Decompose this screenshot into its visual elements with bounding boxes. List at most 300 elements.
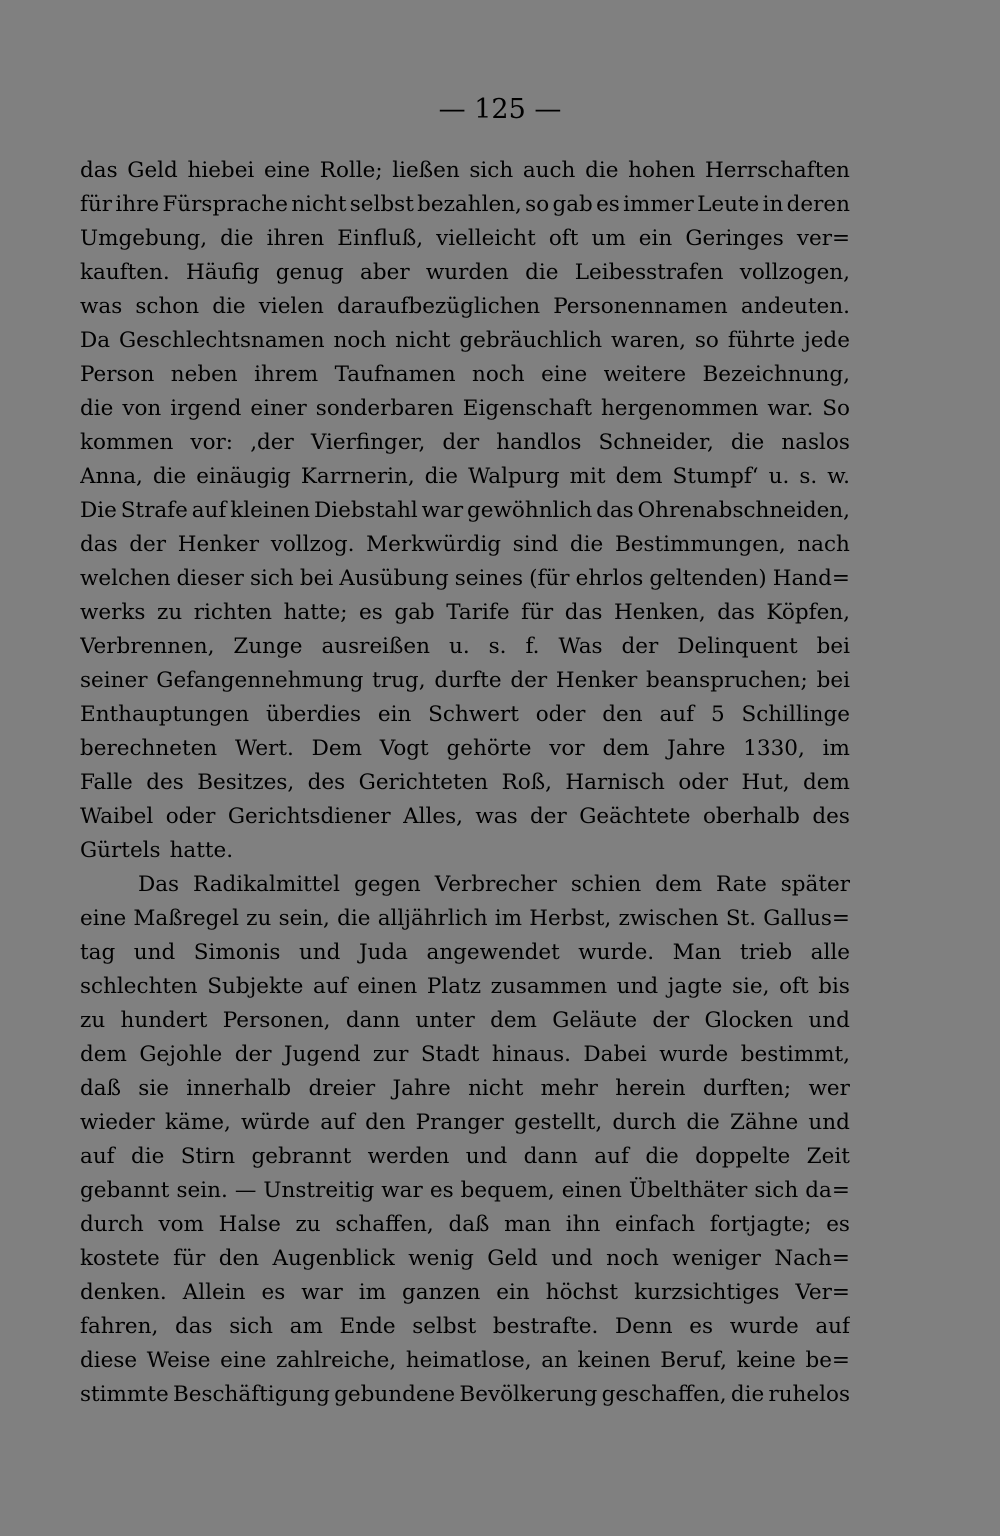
word: gehörte <box>446 736 532 761</box>
word: noch <box>333 328 387 353</box>
word: Geld <box>127 158 178 183</box>
word: durch <box>80 1212 144 1237</box>
word: die <box>337 906 371 931</box>
word: immer <box>623 192 694 217</box>
word: für <box>521 600 554 625</box>
word: überdies <box>265 702 361 727</box>
word: gebrannt <box>251 1144 352 1169</box>
word: einfach <box>615 1212 696 1237</box>
word: die <box>645 1144 679 1169</box>
word: kommen <box>80 430 174 455</box>
word: Schneider, <box>598 430 714 455</box>
word: angewendet <box>426 940 560 965</box>
word: Schwert <box>428 702 519 727</box>
word: die <box>80 396 114 421</box>
word: wenig <box>408 1246 474 1271</box>
word: Strafe <box>120 498 188 523</box>
word: trieb <box>739 940 793 965</box>
word: vielleicht <box>436 226 536 251</box>
word: sich <box>754 1178 799 1203</box>
word: werks <box>80 600 146 625</box>
word: auf <box>659 702 695 727</box>
word: des <box>812 804 850 829</box>
word: gab <box>552 192 593 217</box>
word: Bezeichnung, <box>702 362 850 387</box>
word: Nach= <box>774 1246 850 1271</box>
word: Radikalmittel <box>193 872 341 897</box>
word: das <box>596 498 634 523</box>
word: Juda <box>358 940 408 965</box>
word: und <box>551 1246 593 1271</box>
word: ließen <box>392 158 460 183</box>
word: und <box>465 1144 508 1169</box>
word: sonderbaren <box>315 396 454 421</box>
word: eine <box>220 1348 267 1373</box>
word: Dem <box>311 736 362 761</box>
word: auch <box>522 158 576 183</box>
word: zu <box>157 600 183 625</box>
word: auf <box>313 974 348 999</box>
word: innerhalb <box>186 1076 292 1101</box>
word: Verbrennen, <box>80 634 215 659</box>
word: Leute <box>697 192 760 217</box>
word: gegen <box>353 872 421 897</box>
text-line <box>80 1378 850 1412</box>
word: aber <box>360 260 410 285</box>
text-line <box>80 290 850 324</box>
word: Delinquent <box>677 634 798 659</box>
word: war <box>421 498 464 523</box>
word: Besitzes, <box>197 770 295 795</box>
word: der <box>530 804 567 829</box>
text-line <box>80 698 850 732</box>
word: Einfluß, <box>337 226 424 251</box>
word: später <box>780 872 850 897</box>
word: wer <box>808 1076 850 1101</box>
word: alle <box>810 940 850 965</box>
page-number: — 125 — <box>438 94 562 125</box>
text-line <box>80 1038 850 1072</box>
word: und <box>808 1110 850 1135</box>
word: vielen <box>258 294 324 319</box>
word: ganzen <box>401 1280 481 1305</box>
text-line <box>80 1072 850 1106</box>
word: dem <box>490 1008 537 1033</box>
word: es <box>359 600 383 625</box>
word: fahren, <box>80 1314 159 1339</box>
word: schaffen, <box>335 1212 434 1237</box>
word: vom <box>158 1212 204 1237</box>
word: Herbst, <box>529 906 612 931</box>
word: Häufig <box>185 260 260 285</box>
word: Falle <box>80 770 133 795</box>
word: so <box>525 192 550 217</box>
word: Hand= <box>772 566 850 591</box>
word: sein, <box>278 906 330 931</box>
text-line <box>80 1310 850 1344</box>
word: auf <box>815 1314 850 1339</box>
word: sich <box>249 566 294 591</box>
text-line <box>80 358 850 392</box>
word: Geld <box>487 1246 538 1271</box>
word: sich <box>469 158 514 183</box>
word: das <box>174 1314 213 1339</box>
word: denken. <box>80 1280 167 1305</box>
word: es <box>689 1314 714 1339</box>
word: den <box>602 702 643 727</box>
word: Merkwürdig <box>366 532 502 557</box>
word: Stumpf‘ <box>672 464 759 489</box>
word: hinaus. <box>491 1042 571 1067</box>
word: Geächtete <box>579 804 691 829</box>
word: bei <box>816 668 850 693</box>
word: Allein <box>182 1280 246 1305</box>
word: dem <box>80 1042 127 1067</box>
word: durch <box>612 1110 677 1135</box>
word: Denn <box>614 1314 673 1339</box>
word: Übelthäter <box>628 1178 748 1203</box>
word: um <box>591 226 626 251</box>
text-line <box>80 528 850 562</box>
word: daß <box>80 1076 121 1101</box>
word: vollzog. <box>270 532 355 557</box>
word: oder <box>678 770 729 795</box>
word: Harnisch <box>565 770 665 795</box>
text-line <box>80 426 850 460</box>
word: des <box>146 770 184 795</box>
word: kurzsichtiges <box>634 1280 780 1305</box>
word: zur <box>372 1042 409 1067</box>
word: im <box>822 736 850 761</box>
word: in <box>762 192 784 217</box>
word: Geläute <box>552 1008 638 1033</box>
word: Ver= <box>795 1280 850 1305</box>
word: Personennamen <box>553 294 728 319</box>
word: Köpfen, <box>766 600 850 625</box>
word: Gejohle <box>139 1042 223 1067</box>
word: diese <box>80 1348 138 1373</box>
word: deren <box>786 192 850 217</box>
word: kostete <box>80 1246 160 1271</box>
word: hatte; <box>283 600 348 625</box>
word: Was <box>558 634 603 659</box>
word: dann <box>523 1144 578 1169</box>
text-line <box>80 596 850 630</box>
word: ‚der <box>250 430 294 455</box>
text-line <box>80 766 850 800</box>
word: fortjagte; <box>709 1212 812 1237</box>
word: seines <box>454 566 524 591</box>
text-line <box>80 562 850 596</box>
word: Karrnerin, <box>300 464 415 489</box>
word: weitere <box>603 362 687 387</box>
word: Simonis <box>193 940 281 965</box>
word: Zeit <box>806 1144 850 1169</box>
word: w. <box>827 464 850 489</box>
text-line <box>80 256 850 290</box>
word: der <box>234 1042 272 1067</box>
word: gab <box>394 600 435 625</box>
word: stimmte <box>80 1382 169 1407</box>
word: eine <box>263 158 311 183</box>
text-line <box>80 154 850 188</box>
word: man <box>504 1212 552 1237</box>
word: bezahlen, <box>417 192 522 217</box>
word: schien <box>570 872 642 897</box>
word: dem <box>655 872 703 897</box>
word: Henker <box>555 668 638 693</box>
word: nach <box>797 532 850 557</box>
text-line <box>80 732 850 766</box>
word: Geringes <box>685 226 784 251</box>
word: dem <box>803 770 850 795</box>
word: die <box>212 294 246 319</box>
word: oft <box>779 974 809 999</box>
word: Waibel <box>80 804 154 829</box>
word: hohen <box>628 158 696 183</box>
word: Gerichtsdiener <box>227 804 391 829</box>
word: würde <box>241 1110 311 1135</box>
word: Gefangennehmung <box>156 668 364 693</box>
text-line <box>80 1004 850 1038</box>
word: ihren <box>266 226 325 251</box>
word: Beschäftigung <box>172 1382 330 1407</box>
word: wieder <box>80 1110 155 1135</box>
text-line <box>80 1344 850 1378</box>
word: Man <box>672 940 722 965</box>
word: durften; <box>702 1076 792 1101</box>
word: Henken, <box>613 600 706 625</box>
word: war. <box>767 396 814 421</box>
word: beanspruchen; <box>646 668 808 693</box>
word: wurde <box>659 1042 729 1067</box>
word: bequem, <box>460 1178 555 1203</box>
word: richten <box>193 600 273 625</box>
word: es <box>429 1178 454 1203</box>
word: die <box>131 1144 165 1169</box>
word: dieser <box>176 566 244 591</box>
word: auf <box>191 498 227 523</box>
word: zahlreiche, <box>275 1348 397 1373</box>
word: das <box>564 600 603 625</box>
word: Wert. <box>234 736 294 761</box>
text-line <box>80 1276 850 1310</box>
word: Jahre <box>392 1076 451 1101</box>
word: f. <box>525 634 540 659</box>
word: Glocken <box>704 1008 794 1033</box>
word: Gürtels <box>80 838 161 863</box>
word: Enthauptungen <box>80 702 250 727</box>
word: sind <box>512 532 559 557</box>
word: wurden <box>425 260 509 285</box>
text-line <box>80 324 850 358</box>
word: bestimmt, <box>740 1042 850 1067</box>
word: eine <box>541 362 588 387</box>
word: selbst <box>412 1314 477 1339</box>
word: es <box>261 1280 286 1305</box>
word: oft <box>548 226 579 251</box>
word: ihre <box>115 192 160 217</box>
word: Hut, <box>741 770 790 795</box>
word: kauften. <box>80 260 170 285</box>
word: geltenden) <box>649 566 767 591</box>
word: an <box>541 1348 568 1373</box>
word: Diebstahl <box>313 498 418 523</box>
word: geschaffen, <box>601 1382 727 1407</box>
word: irgend <box>170 396 242 421</box>
word: keine <box>736 1348 796 1373</box>
text-line <box>80 664 850 698</box>
word: neben <box>170 362 238 387</box>
word: Schillinge <box>741 702 850 727</box>
word: zusammen <box>490 974 608 999</box>
text-line <box>80 460 850 494</box>
word: mit <box>569 464 606 489</box>
word: das <box>717 600 755 625</box>
word: zu <box>295 1212 321 1237</box>
word: Verbrecher <box>434 872 557 897</box>
word: und <box>616 974 659 999</box>
word: Unstreitig <box>263 1178 375 1203</box>
word: keinen <box>577 1348 651 1373</box>
word: bis <box>818 974 850 999</box>
word: be= <box>805 1348 850 1373</box>
word: das <box>80 532 118 557</box>
word: ausreißen <box>321 634 430 659</box>
word: der <box>621 634 659 659</box>
word: waren, <box>611 328 686 353</box>
word: die <box>424 464 459 489</box>
word: vor <box>549 736 585 761</box>
word: genug <box>275 260 344 285</box>
word: sein. <box>176 1178 228 1203</box>
word: (für <box>529 566 570 591</box>
word: Henker <box>177 532 260 557</box>
word: zu <box>246 906 272 931</box>
word: sich <box>229 1314 274 1339</box>
word: Vogt <box>379 736 429 761</box>
word: mehr <box>540 1076 598 1101</box>
word: Fürsprache <box>162 192 288 217</box>
word: eine <box>80 906 127 931</box>
word: herein <box>615 1076 686 1101</box>
word: am <box>289 1314 323 1339</box>
word: unter <box>415 1008 475 1033</box>
word: Weise <box>146 1348 211 1373</box>
word: andeuten. <box>740 294 850 319</box>
word: u. <box>768 464 790 489</box>
word: auf <box>80 1144 115 1169</box>
word: u. <box>448 634 470 659</box>
word: für <box>80 192 113 217</box>
word: 5 <box>710 702 725 727</box>
word: Alles, <box>403 804 463 829</box>
word: Vierfinger, <box>310 430 426 455</box>
word: vor: <box>190 430 234 455</box>
word: welchen <box>80 566 171 591</box>
word: Zähne <box>730 1110 799 1135</box>
word: und <box>298 940 341 965</box>
word: die <box>569 532 604 557</box>
word: 1330, <box>743 736 805 761</box>
word: Taufnamen <box>334 362 456 387</box>
word: auf <box>594 1144 629 1169</box>
word: alljährlich <box>377 906 488 931</box>
word: kleinen <box>230 498 311 523</box>
word: die <box>730 1382 765 1407</box>
word: war <box>381 1178 423 1203</box>
word: jagte <box>667 974 723 999</box>
word: oder <box>165 804 216 829</box>
word: des <box>307 770 346 795</box>
word: dem <box>602 736 650 761</box>
word: Leibesstrafen <box>574 260 724 285</box>
word: s. <box>488 634 507 659</box>
word: Roß, <box>501 770 552 795</box>
word: noch <box>471 362 525 387</box>
word: Stirn <box>180 1144 236 1169</box>
word: den <box>365 1110 406 1135</box>
word: sie, <box>732 974 770 999</box>
word: weniger <box>672 1246 761 1271</box>
word: ruhelos <box>768 1382 850 1407</box>
word: so <box>694 328 719 353</box>
word: der <box>442 430 480 455</box>
word: Bestimmungen, <box>614 532 786 557</box>
word: doppelte <box>695 1144 791 1169</box>
word: daß <box>448 1212 490 1237</box>
word: nicht <box>291 192 347 217</box>
word: jede <box>804 328 850 353</box>
word: selbst <box>349 192 414 217</box>
word: heimatlose, <box>405 1348 532 1373</box>
word: Dabei <box>583 1042 647 1067</box>
word: Maßregel <box>133 906 239 931</box>
word: Augenblick <box>272 1246 395 1271</box>
word: vollzogen, <box>739 260 850 285</box>
word: nicht <box>395 328 451 353</box>
text-line <box>80 902 850 936</box>
word: bei <box>299 566 334 591</box>
word: Personen, <box>222 1008 331 1033</box>
word: Das <box>138 872 180 897</box>
text-line <box>80 834 850 868</box>
word: da= <box>805 1178 850 1203</box>
word: was <box>475 804 518 829</box>
word: ver= <box>796 226 850 251</box>
word: Rolle; <box>319 158 383 183</box>
text-line <box>80 222 850 256</box>
word: im <box>494 906 523 931</box>
text-line <box>80 868 850 902</box>
word: im <box>358 1280 386 1305</box>
word: und <box>133 940 176 965</box>
word: hundert <box>120 1008 208 1033</box>
word: St. <box>725 906 757 931</box>
word: gewöhnlich <box>467 498 593 523</box>
word: käme, <box>165 1110 231 1135</box>
text-line <box>80 1140 850 1174</box>
word: gebundene <box>334 1382 456 1407</box>
word: Rate <box>715 872 767 897</box>
word: ein <box>638 226 673 251</box>
word: s. <box>799 464 818 489</box>
word: handlos <box>496 430 582 455</box>
word: Zunge <box>233 634 303 659</box>
text-line <box>80 494 850 528</box>
text-line <box>80 188 850 222</box>
word: durfte <box>434 668 502 693</box>
